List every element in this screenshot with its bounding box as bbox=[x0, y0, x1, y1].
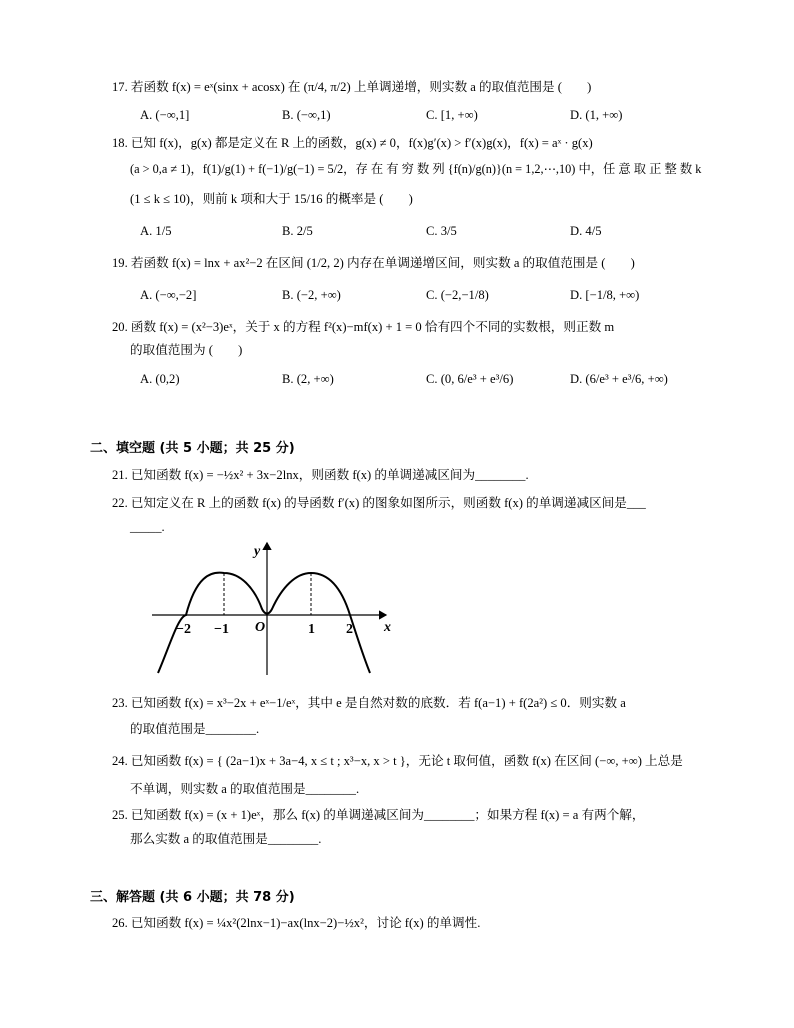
q17-option-b: B. (−∞,1) bbox=[282, 108, 331, 122]
q17-option-d: D. (1, +∞) bbox=[570, 108, 623, 122]
q23-line-2: 的取值范围是________. bbox=[130, 722, 260, 736]
tick-1: 1 bbox=[308, 622, 315, 637]
q19-option-c: C. (−2,−1/8) bbox=[426, 288, 489, 302]
q17-line-1: 17. 若函数 f(x) = eˣ(sinx + acosx) 在 (π/4, π/2) 上单调递增，则实数 a 的取值范围是 ( ) bbox=[112, 80, 592, 94]
q18-line-2: (a > 0,a ≠ 1)，f(1)/g(1) + f(−1)/g(−1) = 5/2，存 在 有 穷 数 列 {f(n)/g(n)}(n = 1,2,⋯,10) 中，任 意 取 正 整 数 k bbox=[130, 162, 702, 176]
q20-line-1: 20. 函数 f(x) = (x²−3)eˣ，关于 x 的方程 f²(x)−mf(x) + 1 = 0 恰有四个不同的实数根，则正数 m bbox=[112, 320, 615, 334]
q18-option-a: A. 1/5 bbox=[140, 224, 172, 238]
section-3-title: 三、解答题 (共 6 小题；共 78 分) bbox=[90, 890, 295, 905]
q20-option-a: A. (0,2) bbox=[140, 372, 180, 386]
q20-line-2: 的取值范围为 ( ) bbox=[130, 343, 243, 357]
q22-line-2: _____. bbox=[130, 520, 165, 534]
q20-option-d: D. (6/e³ + e³/6, +∞) bbox=[570, 372, 668, 386]
tick-neg1: −1 bbox=[214, 622, 229, 637]
derivative-graph bbox=[148, 537, 398, 679]
q18-option-d: D. 4/5 bbox=[570, 224, 602, 238]
q22-line-1: 22. 已知定义在 R 上的函数 f(x) 的导函数 f′(x) 的图象如图所示，则函数 f(x) 的单调递减区间是___ bbox=[112, 496, 646, 510]
q19-option-b: B. (−2, +∞) bbox=[282, 288, 341, 302]
q24-line-1: 24. 已知函数 f(x) = { (2a−1)x + 3a−4, x ≤ t ; x³−x, x > t }，无论 t 取何值，函数 f(x) 在区间 (−∞, +∞) 上总是 bbox=[112, 754, 683, 768]
q21-line-1: 21. 已知函数 f(x) = −½x² + 3x−2lnx，则函数 f(x) 的单调递减区间为________. bbox=[112, 468, 529, 482]
q18-line-3: (1 ≤ k ≤ 10)，则前 k 项和大于 15/16 的概率是 ( ) bbox=[130, 192, 413, 206]
origin-label: O bbox=[255, 620, 266, 635]
y-axis-label: y bbox=[254, 544, 261, 559]
tick-2: 2 bbox=[346, 622, 353, 637]
q20-option-c: C. (0, 6/e³ + e³/6) bbox=[426, 372, 514, 386]
q17-option-a: A. (−∞,1] bbox=[140, 108, 190, 122]
x-axis-label: x bbox=[384, 620, 391, 635]
tick-neg2: −2 bbox=[176, 622, 191, 637]
q20-option-b: B. (2, +∞) bbox=[282, 372, 334, 386]
q17-option-c: C. [1, +∞) bbox=[426, 108, 478, 122]
q26-line-1: 26. 已知函数 f(x) = ¼x²(2lnx−1)−ax(lnx−2)−½x²，讨论 f(x) 的单调性. bbox=[112, 916, 481, 930]
q24-line-2: 不单调，则实数 a 的取值范围是________. bbox=[130, 782, 360, 796]
q23-line-1: 23. 已知函数 f(x) = x³−2x + eˣ−1/eˣ，其中 e 是自然对数的底数．若 f(a−1) + f(2a²) ≤ 0．则实数 a bbox=[112, 696, 626, 710]
q18-option-b: B. 2/5 bbox=[282, 224, 313, 238]
q19-option-d: D. [−1/8, +∞) bbox=[570, 288, 640, 302]
section-2-title: 二、填空题 (共 5 小题；共 25 分) bbox=[90, 441, 295, 456]
q19-option-a: A. (−∞,−2] bbox=[140, 288, 197, 302]
q25-line-1: 25. 已知函数 f(x) = (x + 1)eˣ，那么 f(x) 的单调递减区间为________；如果方程 f(x) = a 有两个解， bbox=[112, 808, 645, 822]
q25-line-2: 那么实数 a 的取值范围是________. bbox=[130, 832, 322, 846]
q18-option-c: C. 3/5 bbox=[426, 224, 457, 238]
q19-line-1: 19. 若函数 f(x) = lnx + ax²−2 在区间 (1/2, 2) 内存在单调递增区间，则实数 a 的取值范围是 ( ) bbox=[112, 256, 635, 270]
q18-line-1: 18. 已知 f(x)，g(x) 都是定义在 R 上的函数，g(x) ≠ 0，f(x)g′(x) > f′(x)g(x)，f(x) = aˣ · g(x) bbox=[112, 136, 593, 150]
